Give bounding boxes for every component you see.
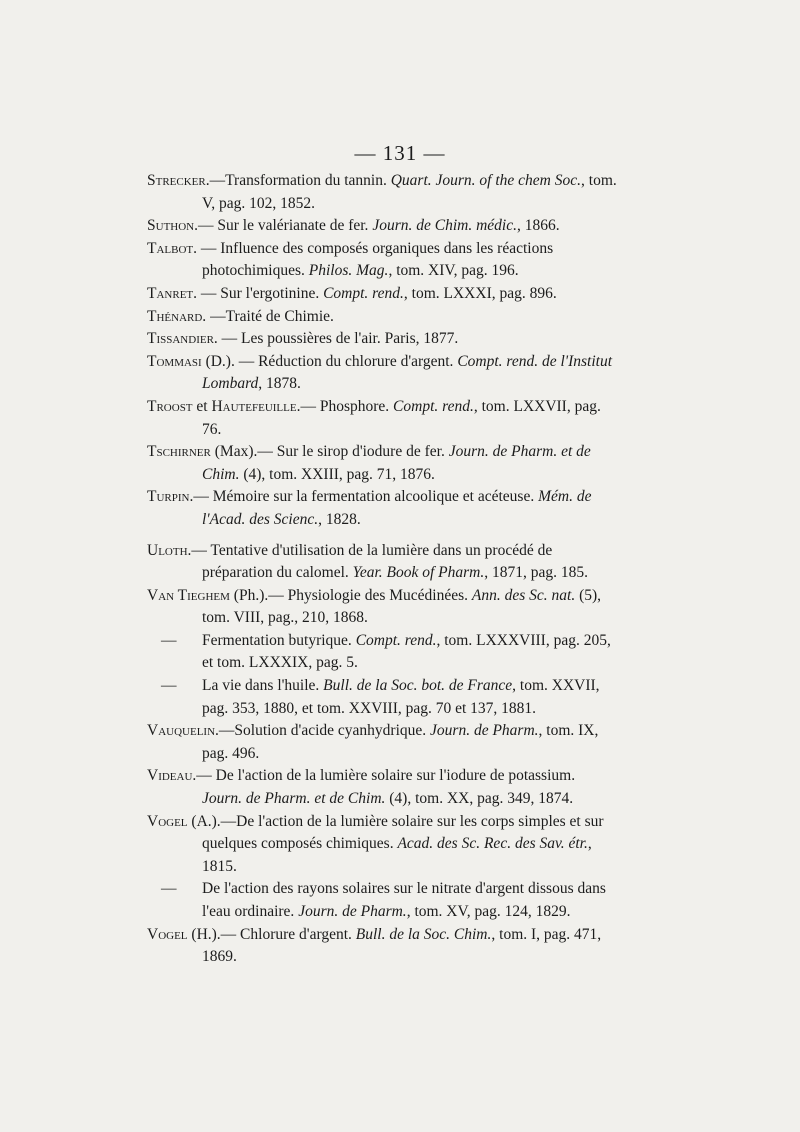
entry-reference: Compt. rend. <box>355 631 437 649</box>
entry-author: Turpin. <box>147 488 194 506</box>
entry-author: Tschirner <box>147 443 211 461</box>
bibliography-entry <box>147 306 617 329</box>
entry-author: Tommasi <box>147 352 202 370</box>
entry-reference: Bull. de la Soc. bot. de France <box>323 677 513 695</box>
bibliography-entry <box>147 924 617 969</box>
entry-reference: Bull. de la Soc. Chim. <box>355 925 492 943</box>
bibliography-entry <box>147 811 617 879</box>
bibliography-entry <box>147 585 617 630</box>
bibliography-entry <box>147 396 617 441</box>
bibliography-entry <box>147 215 617 238</box>
entry-citation: , tom. XV, pag. 124, 1829. <box>406 903 571 920</box>
entry-text: — Influence des composés organiques dans les réactions photochimiques. <box>197 239 554 280</box>
entry-reference: Journ. de Pharm. et de Chim. <box>202 790 386 808</box>
entry-reference: Philos. Mag. <box>308 262 389 280</box>
entry-citation: , 1866. <box>516 217 560 235</box>
entry-author: Vogel <box>147 812 188 830</box>
entry-text: (A.).—De l'action de la lumière solaire sur les corps simples et sur quelques composés chimiques. <box>187 812 604 853</box>
entry-citation: , tom. LXXXI, pag. 896. <box>403 284 557 302</box>
bibliography-entry <box>147 486 617 531</box>
ditto-dash: — <box>161 880 177 898</box>
entry-reference: Journ. de Pharm. et de Chim. <box>202 443 591 483</box>
entry-citation: , 1871, pag. 185. <box>484 564 589 582</box>
bibliography-entry <box>147 630 617 675</box>
entry-citation: , tom. V, pag. 102, 1852. <box>202 172 617 212</box>
entry-citation: , 1815. <box>202 835 592 875</box>
entry-reference: Journ. de Pharm. <box>430 722 539 740</box>
entry-text: —Traité de Chimie. <box>206 307 334 325</box>
entry-text: (H.).— Chlorure d'argent. <box>187 925 356 943</box>
entry-reference: Mém. de l'Acad. des Scienc. <box>202 488 592 528</box>
entry-reference: Quart. Journ. of the chem Soc. <box>390 172 582 189</box>
entry-author: Van Tieghem <box>147 586 230 604</box>
ditto-dash: — <box>161 631 177 649</box>
entry-author: Hautefeuille. <box>211 397 301 415</box>
bibliography-entry <box>147 540 617 585</box>
entry-author: Strecker. <box>147 172 210 189</box>
entry-author: Thénard. <box>147 307 207 325</box>
entry-citation: , 1878. <box>258 375 301 393</box>
entry-text: — Sur l'ergotinine. <box>197 284 324 302</box>
entry-text: De l'action des rayons solaires sur le nitrate d'argent dissous dans l'eau ordinaire. <box>202 880 606 920</box>
entry-text: — Mémoire sur la fermentation alcoolique et acéteuse. <box>193 488 539 506</box>
entry-text: (D.). — Réduction du chlorure d'argent. <box>201 352 458 370</box>
entry-reference: Journ. de Chim. médic. <box>372 217 517 235</box>
entry-author: Troost <box>147 397 193 415</box>
entry-text: —Solution d'acide cyanhydrique. <box>218 722 431 740</box>
bibliography-entry <box>147 283 617 306</box>
entry-author: Suthon. <box>147 217 198 235</box>
bibliography-entry <box>147 238 617 283</box>
entry-citation: , tom. LXXXVIII, pag. 205, et tom. LXXXIX, pag. 5. <box>202 631 611 672</box>
entry-text: — Tentative d'utilisation de la lumière dans un procédé de préparation du calomel. <box>191 541 553 582</box>
entry-text: (Ph.).— Physiologie des Mucédinées. <box>229 586 472 604</box>
entry-author: Vogel <box>147 925 188 943</box>
entry-author: Tanret. <box>147 284 198 302</box>
entry-text: — De l'action de la lumière solaire sur l'iodure de potassium. <box>196 767 576 785</box>
bibliography-entry <box>147 878 617 923</box>
entry-text: — Phosphore. <box>300 397 394 415</box>
entry-citation: (5), tom. VIII, pag., 210, 1868. <box>202 586 602 627</box>
entry-author: Uloth. <box>147 541 192 559</box>
entry-text: La vie dans l'huile. <box>202 677 324 695</box>
bibliography-entry <box>147 170 617 215</box>
entry-text: —Transformation du tannin. <box>209 172 391 189</box>
page-number: — 131 — <box>354 141 446 165</box>
entry-reference: Ann. des Sc. nat. <box>471 586 576 604</box>
entry-reference: Journ. de Pharm. <box>298 903 407 920</box>
entry-citation: , 1828. <box>318 510 361 528</box>
bibliography-entry <box>147 441 617 486</box>
entry-citation: , tom. LXXVII, pag. 76. <box>202 397 601 438</box>
bibliography-list <box>147 170 617 969</box>
entry-citation: , tom. XIV, pag. 196. <box>388 262 519 280</box>
bibliography-entry <box>147 720 617 765</box>
entry-citation: , tom. I, pag. 471, 1869. <box>202 925 602 966</box>
entry-reference: Compt. rend. de l'Institut Lombard <box>202 352 613 393</box>
entry-author: Talbot. <box>147 239 198 257</box>
entry-reference: Compt. rend. <box>393 397 474 415</box>
entry-reference: Year. Book of Pharm. <box>352 564 485 582</box>
entry-text: et <box>192 397 212 415</box>
bibliography-entry <box>147 328 617 351</box>
bibliography-entry <box>147 675 617 720</box>
entry-citation: (4), tom. XX, pag. 349, 1874. <box>385 790 574 808</box>
bibliography-entry <box>147 351 617 396</box>
entry-citation: , tom. XXVII, pag. 353, 1880, et tom. XXVIII, pag. 70 et 137, 1881. <box>202 677 600 717</box>
entry-text: — Les poussières de l'air. Paris, 1877. <box>217 330 459 348</box>
entry-text: Fermentation butyrique. <box>202 631 356 649</box>
entry-citation: , tom. IX, pag. 496. <box>202 722 599 762</box>
ditto-dash: — <box>161 677 177 695</box>
entry-reference: Acad. des Sc. Rec. des Sav. étr. <box>397 835 588 853</box>
bibliography-entry <box>147 765 617 810</box>
entry-text: (Max).— Sur le sirop d'iodure de fer. <box>210 443 449 461</box>
entry-text: — Sur le valérianate de fer. <box>198 217 373 235</box>
entry-citation: (4), tom. XXIII, pag. 71, 1876. <box>239 465 435 483</box>
entry-author: Vauquelin. <box>147 722 219 740</box>
entry-reference: Compt. rend. <box>323 284 404 302</box>
entry-author: Videau. <box>147 767 197 785</box>
entry-author: Tissandier. <box>147 330 218 348</box>
